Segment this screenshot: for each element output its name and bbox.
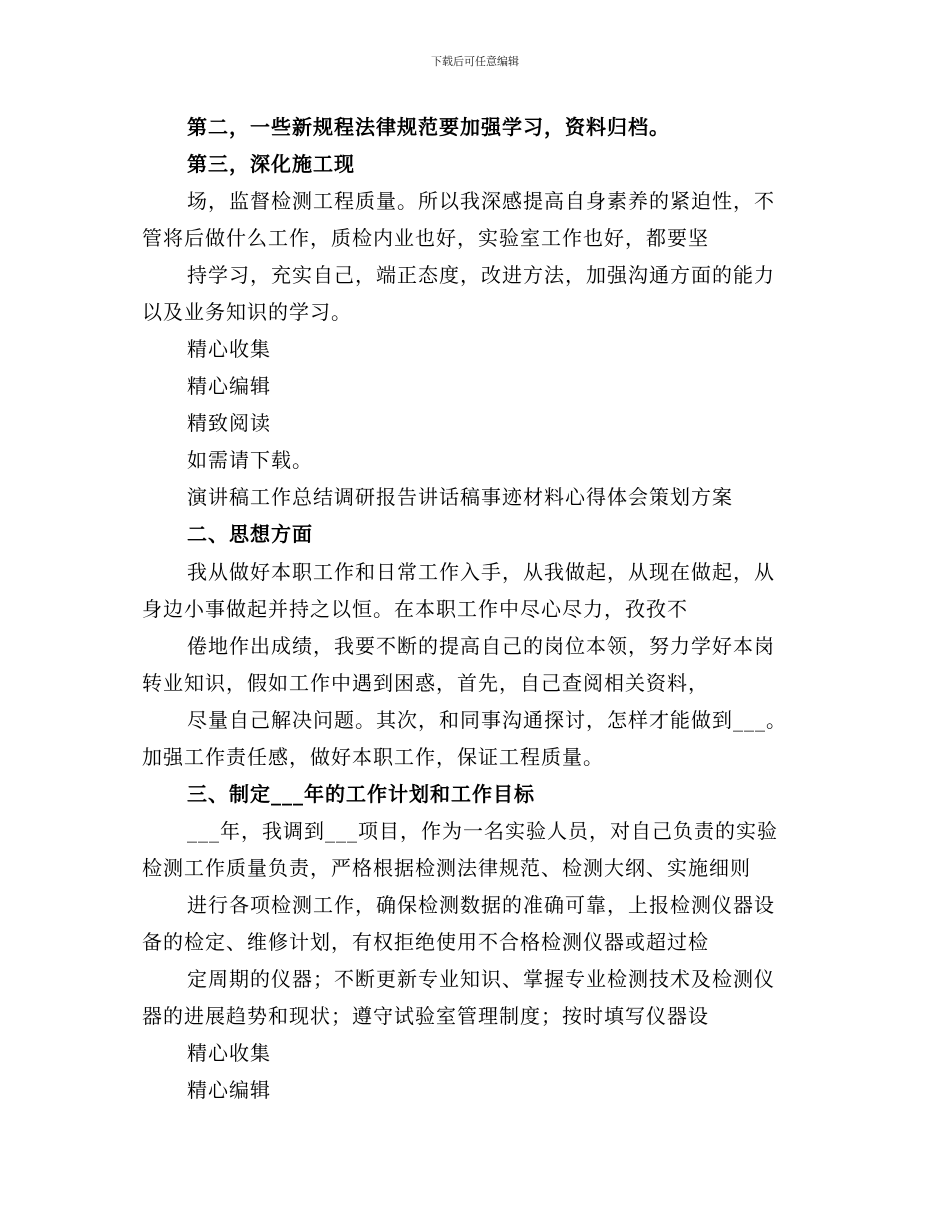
page-header: 下载后可任意编辑 (431, 55, 519, 68)
text-line: 检测工作质量负责，严格根据检测法律规范、检测大纲、实施细则 (142, 856, 751, 880)
text-line: 转业知识，假如工作中遇到困惑，首先，自己查阅相关资料， (142, 671, 709, 695)
text-line: 管将后做什么工作，质检内业也好，实验室工作也好，都要坚 (142, 226, 709, 250)
text-line: 第三，深化施工现 (187, 152, 355, 176)
text-line: 精致阅读 (187, 411, 271, 435)
text-line: 场，监督检测工程质量。所以我深感提高自身素养的紧迫性，不 (187, 189, 775, 213)
text-line: 演讲稿工作总结调研报告讲话稿事迹材料心得体会策划方案 (187, 485, 733, 509)
text-line: 精心收集 (187, 1041, 271, 1065)
text-line: 进行各项检测工作，确保检测数据的准确可靠，上报检测仪器设 (187, 893, 775, 917)
section-heading: 三、制定___年的工作计划和工作目标 (187, 782, 535, 806)
text-line: 以及业务知识的学习。 (142, 300, 352, 324)
text-line: 定周期的仪器；不断更新专业知识、掌握专业检测技术及检测仪 (187, 967, 775, 991)
text-line: ___年，我调到___项目，作为一名实验人员，对自己负责的实验 (187, 819, 778, 843)
text-line: 如需请下载。 (187, 448, 313, 472)
text-line: 备的检定、维修计划，有权拒绝使用不合格检测仪器或超过检 (142, 930, 709, 954)
text-line: 身边小事做起并持之以恒。在本职工作中尽心尽力，孜孜不 (142, 597, 688, 621)
text-line: 精心收集 (187, 337, 271, 361)
text-line: 器的进展趋势和现状；遵守试验室管理制度；按时填写仪器设 (142, 1004, 709, 1028)
text-line: 精心编辑 (187, 1078, 271, 1102)
text-line: 尽量自己解决问题。其次，和同事沟通探讨，怎样才能做到___。 (187, 708, 787, 732)
text-line: 加强工作责任感，做好本职工作，保证工程质量。 (142, 745, 604, 769)
text-line: 我从做好本职工作和日常工作入手，从我做起，从现在做起，从 (187, 560, 775, 584)
text-line: 精心编辑 (187, 374, 271, 398)
text-line: 持学习，充实自己，端正态度，改进方法，加强沟通方面的能力 (187, 263, 775, 287)
section-heading: 二、思想方面 (187, 522, 313, 546)
text-line: 倦地作出成绩，我要不断的提高自己的岗位本领，努力学好本岗 (187, 634, 775, 658)
text-line: 第二，一些新规程法律规范要加强学习，资料归档。 (187, 115, 670, 139)
